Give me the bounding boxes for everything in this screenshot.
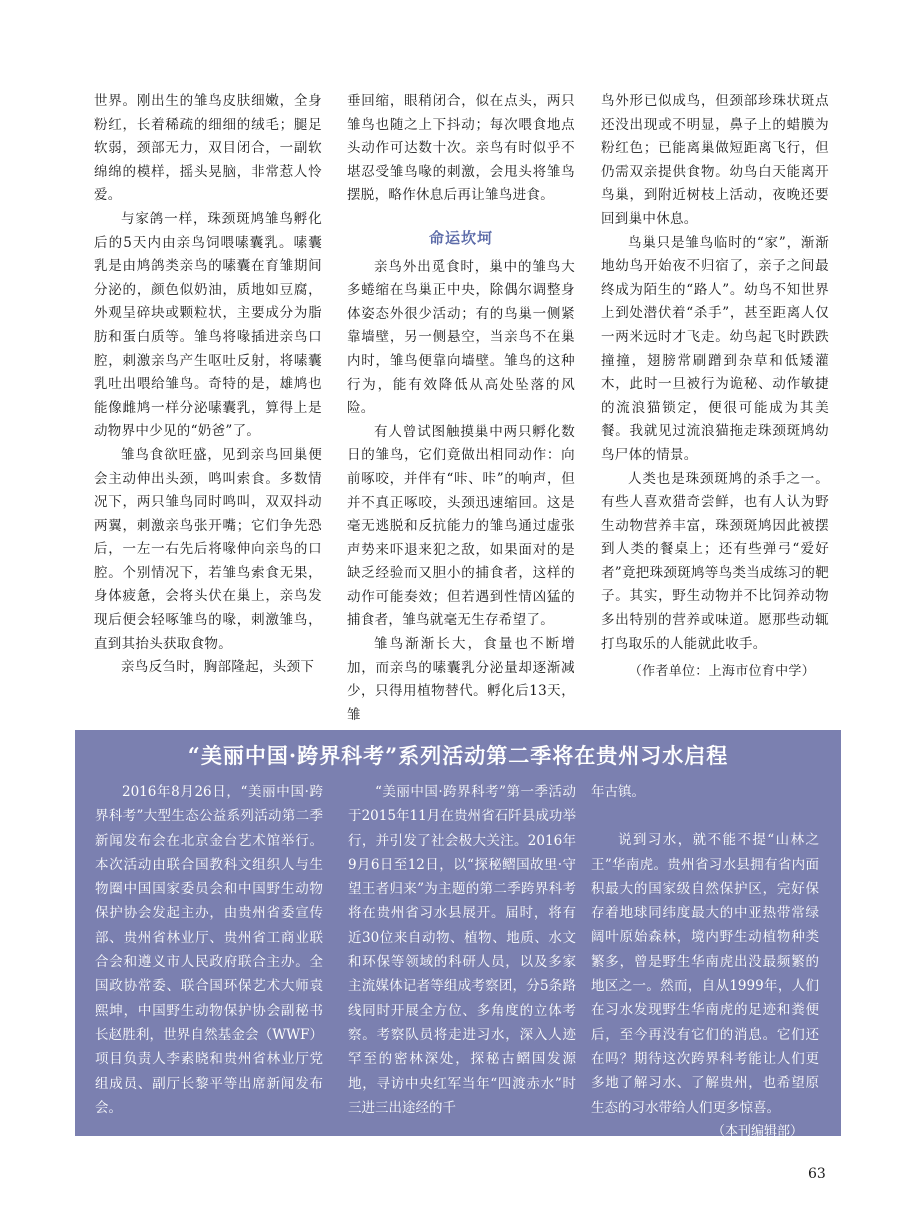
paragraph: 亲鸟反刍时，胸部隆起，头颈下	[121, 659, 315, 676]
paragraph: 亲鸟外出觅食时，巢中的雏鸟大多蜷缩在鸟巢正中央，除偶尔调整身体姿态外很少活动；有的鸟巢一侧紧靠墙壁，另一侧悬空，当亲鸟不在巢内时，雏鸟便靠向墙壁。雏鸟的这种行为，能有效降低从高处坠落的风险。	[347, 258, 575, 417]
paragraph: “美丽中国·跨界科考”第一季活动于2015年11月在贵州省石阡县成功举行，并引发了社会极大关注。2016年9月6日至12日，以“探秘鳛国故里·守望王者归来”为主题的第二季跨界科考将在贵州省习水县展开。届时，将有近30位来自动物、植物、地质、水文和环保等领域的科研人员，以及多家主流媒体记者等组成考察团，分5条路线同时开展全方位、多角度的立体考察。考察队员将走进习水，深入人迹罕至的密林深处，探秘古鳛国发源地，寻访中央红军当年“四渡赤水”时三进三出途经的千	[348, 784, 576, 1116]
notice-credit: （本刊编辑部）	[711, 1123, 803, 1139]
paragraph: 与家鸽一样，珠颈斑鸠雏鸟孵化后的5天内由亲鸟饲喂嗉囊乳。嗉囊乳是由鸠鸽类亲鸟的嗉囊在育雏期间分泌的，颜色似奶油，质地如豆腐，外观呈碎块或颗粒状，主要成分为脂肪和蛋白质等。雏鸟将喙插进亲鸟口腔，刺激亲鸟产生呕吐反射，将嗉囊乳吐出喂给雏鸟。奇特的是，雄鸠也能像雌鸠一样分泌嗉囊乳，算得上是动物界中少见的“奶爸”了。	[94, 210, 322, 440]
paragraph: 鸟巢只是雏鸟临时的“家”，渐渐地幼鸟开始夜不归宿了，亲子之间最终成为陌生的“路人”。幼鸟不知世界上到处潜伏着“杀手”，甚至距离人仅一两米远时才飞走。幼鸟起飞时跌跌撞撞，翅膀常刷蹭到杂草和低矮灌木，此时一旦被行为诡秘、动作敏捷的流浪猫锁定，便很可能成为其美餐。我就见过流浪猫拖走珠颈斑鸠幼鸟尸体的情景。	[601, 234, 829, 463]
article-column-1	[94, 90, 322, 680]
notice-column-1	[95, 780, 323, 1120]
paragraph: 说到习水，就不能不提“山林之王”华南虎。贵州省习水县拥有省内面积最大的国家级自然保护区，完好保存着地球同纬度最大的中亚热带常绿阔叶原始森林，境内野生动植物种类繁多，曾是野生华南虎出没最频繁的地区之一。然而，自从1999年，人们在习水发现野生华南虎的足迹和粪便后，至今再没有它们的消息。它们还在吗？期待这次跨界科考能让人们更多地了解习水、了解贵州，也希望原生态的习水带给人们更多惊喜。	[591, 832, 819, 1116]
notice-column-2	[348, 780, 576, 1120]
paragraph: 有人曾试图触摸巢中两只孵化数日的雏鸟，它们竟做出相同动作：向前啄咬，并伴有“咔、咔”的响声，但并不真正啄咬，头颈迅速缩回。这是毫无逃脱和反抗能力的雏鸟通过虚张声势来吓退来犯之敌，如果面对的是缺乏经验而又胆小的捕食者，这样的动作可能奏效；但若遇到性情凶猛的捕食者，雏鸟就毫无生存希望了。	[347, 423, 575, 629]
paragraph: 人类也是珠颈斑鸠的杀手之一。有些人喜欢猎奇尝鲜，也有人认为野生动物营养丰富，珠颈斑鸠因此被摆到人类的餐桌上；还有些弹弓“爱好者”竟把珠颈斑鸠等鸟类当成练习的靶子。其实，野生动物并不比饲养动物多出特别的营养或味道。愿那些动辄打鸟取乐的人能就此收手。	[601, 470, 830, 652]
section-subheading: 命运坎坷	[428, 228, 493, 247]
article-column-3	[601, 90, 829, 684]
news-notice-box	[75, 730, 841, 1139]
paragraph: 雏鸟渐渐长大，食量也不断增加，而亲鸟的嗉囊乳分泌量却逐渐减少，只得用植物替代。孵化后13天，雏	[347, 636, 575, 723]
article-column-2	[347, 90, 575, 727]
page-number: 63	[808, 1166, 826, 1182]
paragraph: 年古镇。	[591, 784, 645, 800]
paragraph: 世界。刚出生的雏鸟皮肤细嫩，全身粉红，长着稀疏的细细的绒毛；腿足软弱，颈部无力，双目闭合，一副软绵绵的模样，摇头晃脑，非常惹人怜爱。	[94, 93, 322, 204]
author-affiliation: （作者单位：上海市位育中学）	[628, 664, 815, 680]
notice-column-3	[591, 780, 819, 1144]
paragraph: 鸟外形已似成鸟，但颈部珍珠状斑点还没出现或不明显，鼻子上的蜡膜为粉红色；已能离巢做短距离飞行，但仍需双亲提供食物。幼鸟白天能离开鸟巢，到附近树枝上活动，夜晚还要回到巢中休息。	[601, 93, 829, 227]
paragraph: 雏鸟食欲旺盛，见到亲鸟回巢便会主动伸出头颈，鸣叫索食。多数情况下，两只雏鸟同时鸣叫，双双抖动两翼，刺激亲鸟张开嘴；它们争先恐后，一左一右先后将喙伸向亲鸟的口腔。个别情况下，若雏鸟索食无果，身体疲惫，会将头伏在巢上，亲鸟发现后便会轻啄雏鸟的喙，刺激雏鸟，直到其抬头获取食物。	[94, 446, 322, 652]
notice-title: “美丽中国·跨界科考”系列活动第二季将在贵州习水启程	[187, 743, 729, 768]
paragraph: 2016年8月26日，“美丽中国·跨界科考”大型生态公益系列活动第二季新闻发布会在北京金台艺术馆举行。本次活动由联合国教科文组织人与生物圈中国国家委员会和中国野生动物保护协会发起主办，由贵州省委宣传部、贵州省林业厅、贵州省工商业联合会和遵义市人民政府联合主办。全国政协常委、联合国环保艺术大师袁熙坤，中国野生动物保护协会副秘书长赵胜利，世界自然基金会（WWF）项目负责人李素晓和贵州省林业厅党组成员、副厅长黎平等出席新闻发布会。	[95, 784, 323, 1116]
paragraph: 垂回缩，眼稍闭合，似在点头，两只雏鸟也随之上下抖动；每次喂食地点头动作可达数十次。亲鸟有时似乎不堪忍受雏鸟喙的刺激，会甩头将雏鸟摆脱，略作休息后再让雏鸟进食。	[347, 93, 575, 204]
